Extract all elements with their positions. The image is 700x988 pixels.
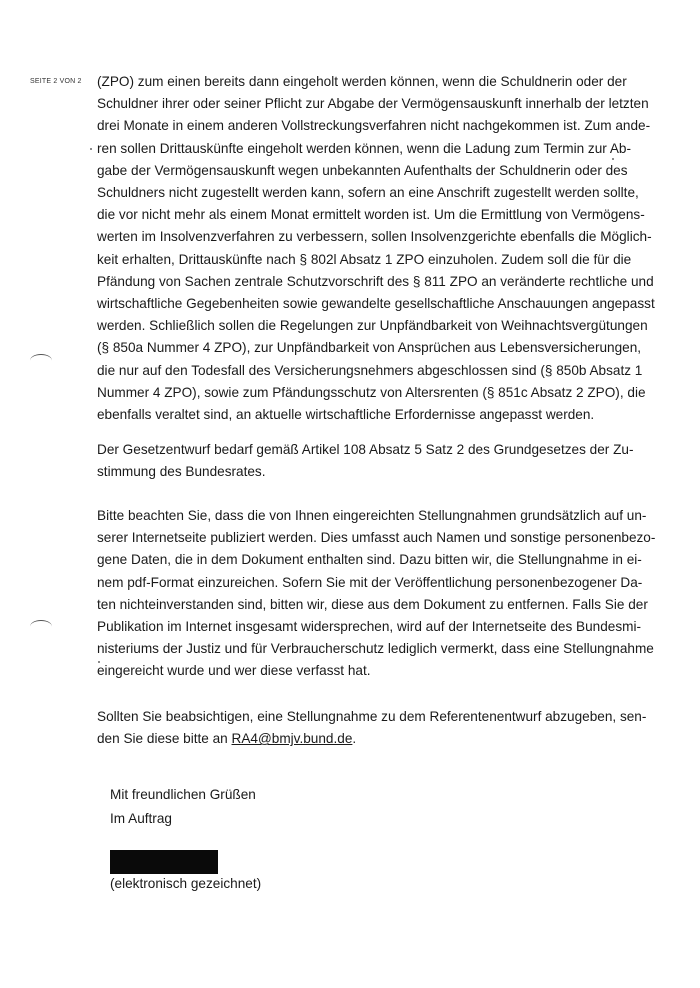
text-fragment: den Sie diese bitte an [97, 731, 232, 747]
scan-speck [90, 148, 92, 150]
text-line: wirtschaftliche Gegebenheiten sowie gewandelte gesellschaftliche Anschauungen angepasst [97, 296, 655, 312]
text-line: Pfändung von Sachen zentrale Schutzvorschrift des § 811 ZPO an veränderte rechtliche und [97, 273, 654, 289]
paragraph-2 [97, 439, 642, 483]
redacted-name-bar [110, 850, 218, 874]
signature-note: (elektronisch gezeichnet) [110, 876, 262, 891]
paragraph-1 [97, 71, 655, 426]
text-line: keit erhalten, Drittauskünfte nach § 802l Absatz 1 ZPO einzuholen. Zudem soll die für die [97, 251, 632, 267]
text-line: ten nichteinverstanden sind, bitten wir, diese aus dem Dokument zu entfernen. Falls Sie der [97, 596, 648, 612]
page-number-label: SEITE 2 VON 2 [30, 78, 82, 85]
text-line: Der Gesetzentwurf bedarf gemäß Artikel 108 Absatz 5 Satz 2 des Grundgesetzes der Zu- [97, 442, 634, 457]
scan-mark [30, 354, 52, 367]
text-line: die nur auf den Todesfall des Versicherungsnehmers abgeschlossen sind (§ 850b Absatz 1 [97, 362, 643, 378]
text-fragment: . [352, 731, 357, 747]
email-link[interactable]: RA4@bmjv.bund.de [231, 731, 353, 747]
text-line: serer Internetseite publiziert werden. Dies umfasst auch Namen und sonstige personenbezo- [97, 530, 656, 546]
greeting: Mit freundlichen Grüßen [110, 787, 256, 802]
text-line: ren sollen Drittauskünfte eingeholt werden können, wenn die Ladung zum Termin zur Ab- [97, 140, 631, 156]
text-line: Schuldner ihrer oder seiner Pflicht zur Abgabe der Vermögensauskunft innerhalb der letzten [97, 96, 649, 112]
text-line: ebenfalls veraltet sind, an aktuelle wirtschaftliche Erfordernisse angepasst werden. [97, 407, 595, 423]
scan-mark [30, 620, 52, 633]
text-line: werten im Insolvenzverfahren zu verbessern, sollen Insolvenzgerichte ebenfalls die Möglich- [97, 229, 652, 245]
scan-speck [612, 158, 614, 160]
scan-speck [98, 661, 100, 663]
closing-block [110, 783, 256, 831]
text-line [97, 728, 642, 750]
text-line: stimmung des Bundesrates. [97, 464, 266, 480]
text-line: Sollten Sie beabsichtigen, eine Stellungnahme zu dem Referentenentwurf abzugeben, sen- [97, 709, 647, 724]
text-line: nisteriums der Justiz und für Verbraucherschutz lediglich vermerkt, dass eine Stellungnahme [97, 641, 654, 657]
text-line: Nummer 4 ZPO), sowie zum Pfändungsschutz von Altersrenten (§ 851c Absatz 2 ZPO), die [97, 384, 646, 400]
text-line: (§ 850a Nummer 4 ZPO), zur Unpfändbarkeit von Ansprüchen aus Lebensversicherungen, [97, 340, 642, 356]
text-line: Publikation im Internet insgesamt widersprechen, wird auf der Internetseite des Bundesmi- [97, 619, 642, 635]
text-line: die vor nicht mehr als einem Monat ermittelt worden ist. Um die Ermittlung von Vermögens- [97, 207, 645, 223]
text-line: (ZPO) zum einen bereits dann eingeholt werden können, wenn die Schuldnerin oder der [97, 74, 627, 89]
text-line: gene Daten, die in dem Dokument enthalten sind. Dazu bitten wir, die Stellungnahme in ei- [97, 552, 642, 568]
paragraph-3 [97, 505, 656, 683]
text-line: eingereicht wurde und wer diese verfasst hat. [97, 663, 371, 679]
text-line: drei Monate in einem anderen Vollstreckungsverfahren nicht nachgekommen ist. Zum ande- [97, 118, 651, 134]
on-behalf-line: Im Auftrag [110, 811, 172, 826]
paragraph-4 [97, 706, 647, 750]
text-line: nem pdf-Format einzureichen. Sofern Sie mit der Veröffentlichung personenbezogener Da- [97, 574, 643, 590]
text-line: Bitte beachten Sie, dass die von Ihnen eingereichten Stellungnahmen grundsätzlich auf un- [97, 508, 647, 523]
text-line: Schuldners nicht zugestellt werden kann, sofern an eine Anschrift zugestellt werden sollte, [97, 185, 639, 201]
text-line: gabe der Vermögensauskunft wegen unbekannten Aufenthalts der Schuldnerin oder des [97, 162, 628, 178]
text-line: werden. Schließlich sollen die Regelungen zur Unpfändbarkeit von Weihnachtsvergütungen [97, 318, 648, 334]
